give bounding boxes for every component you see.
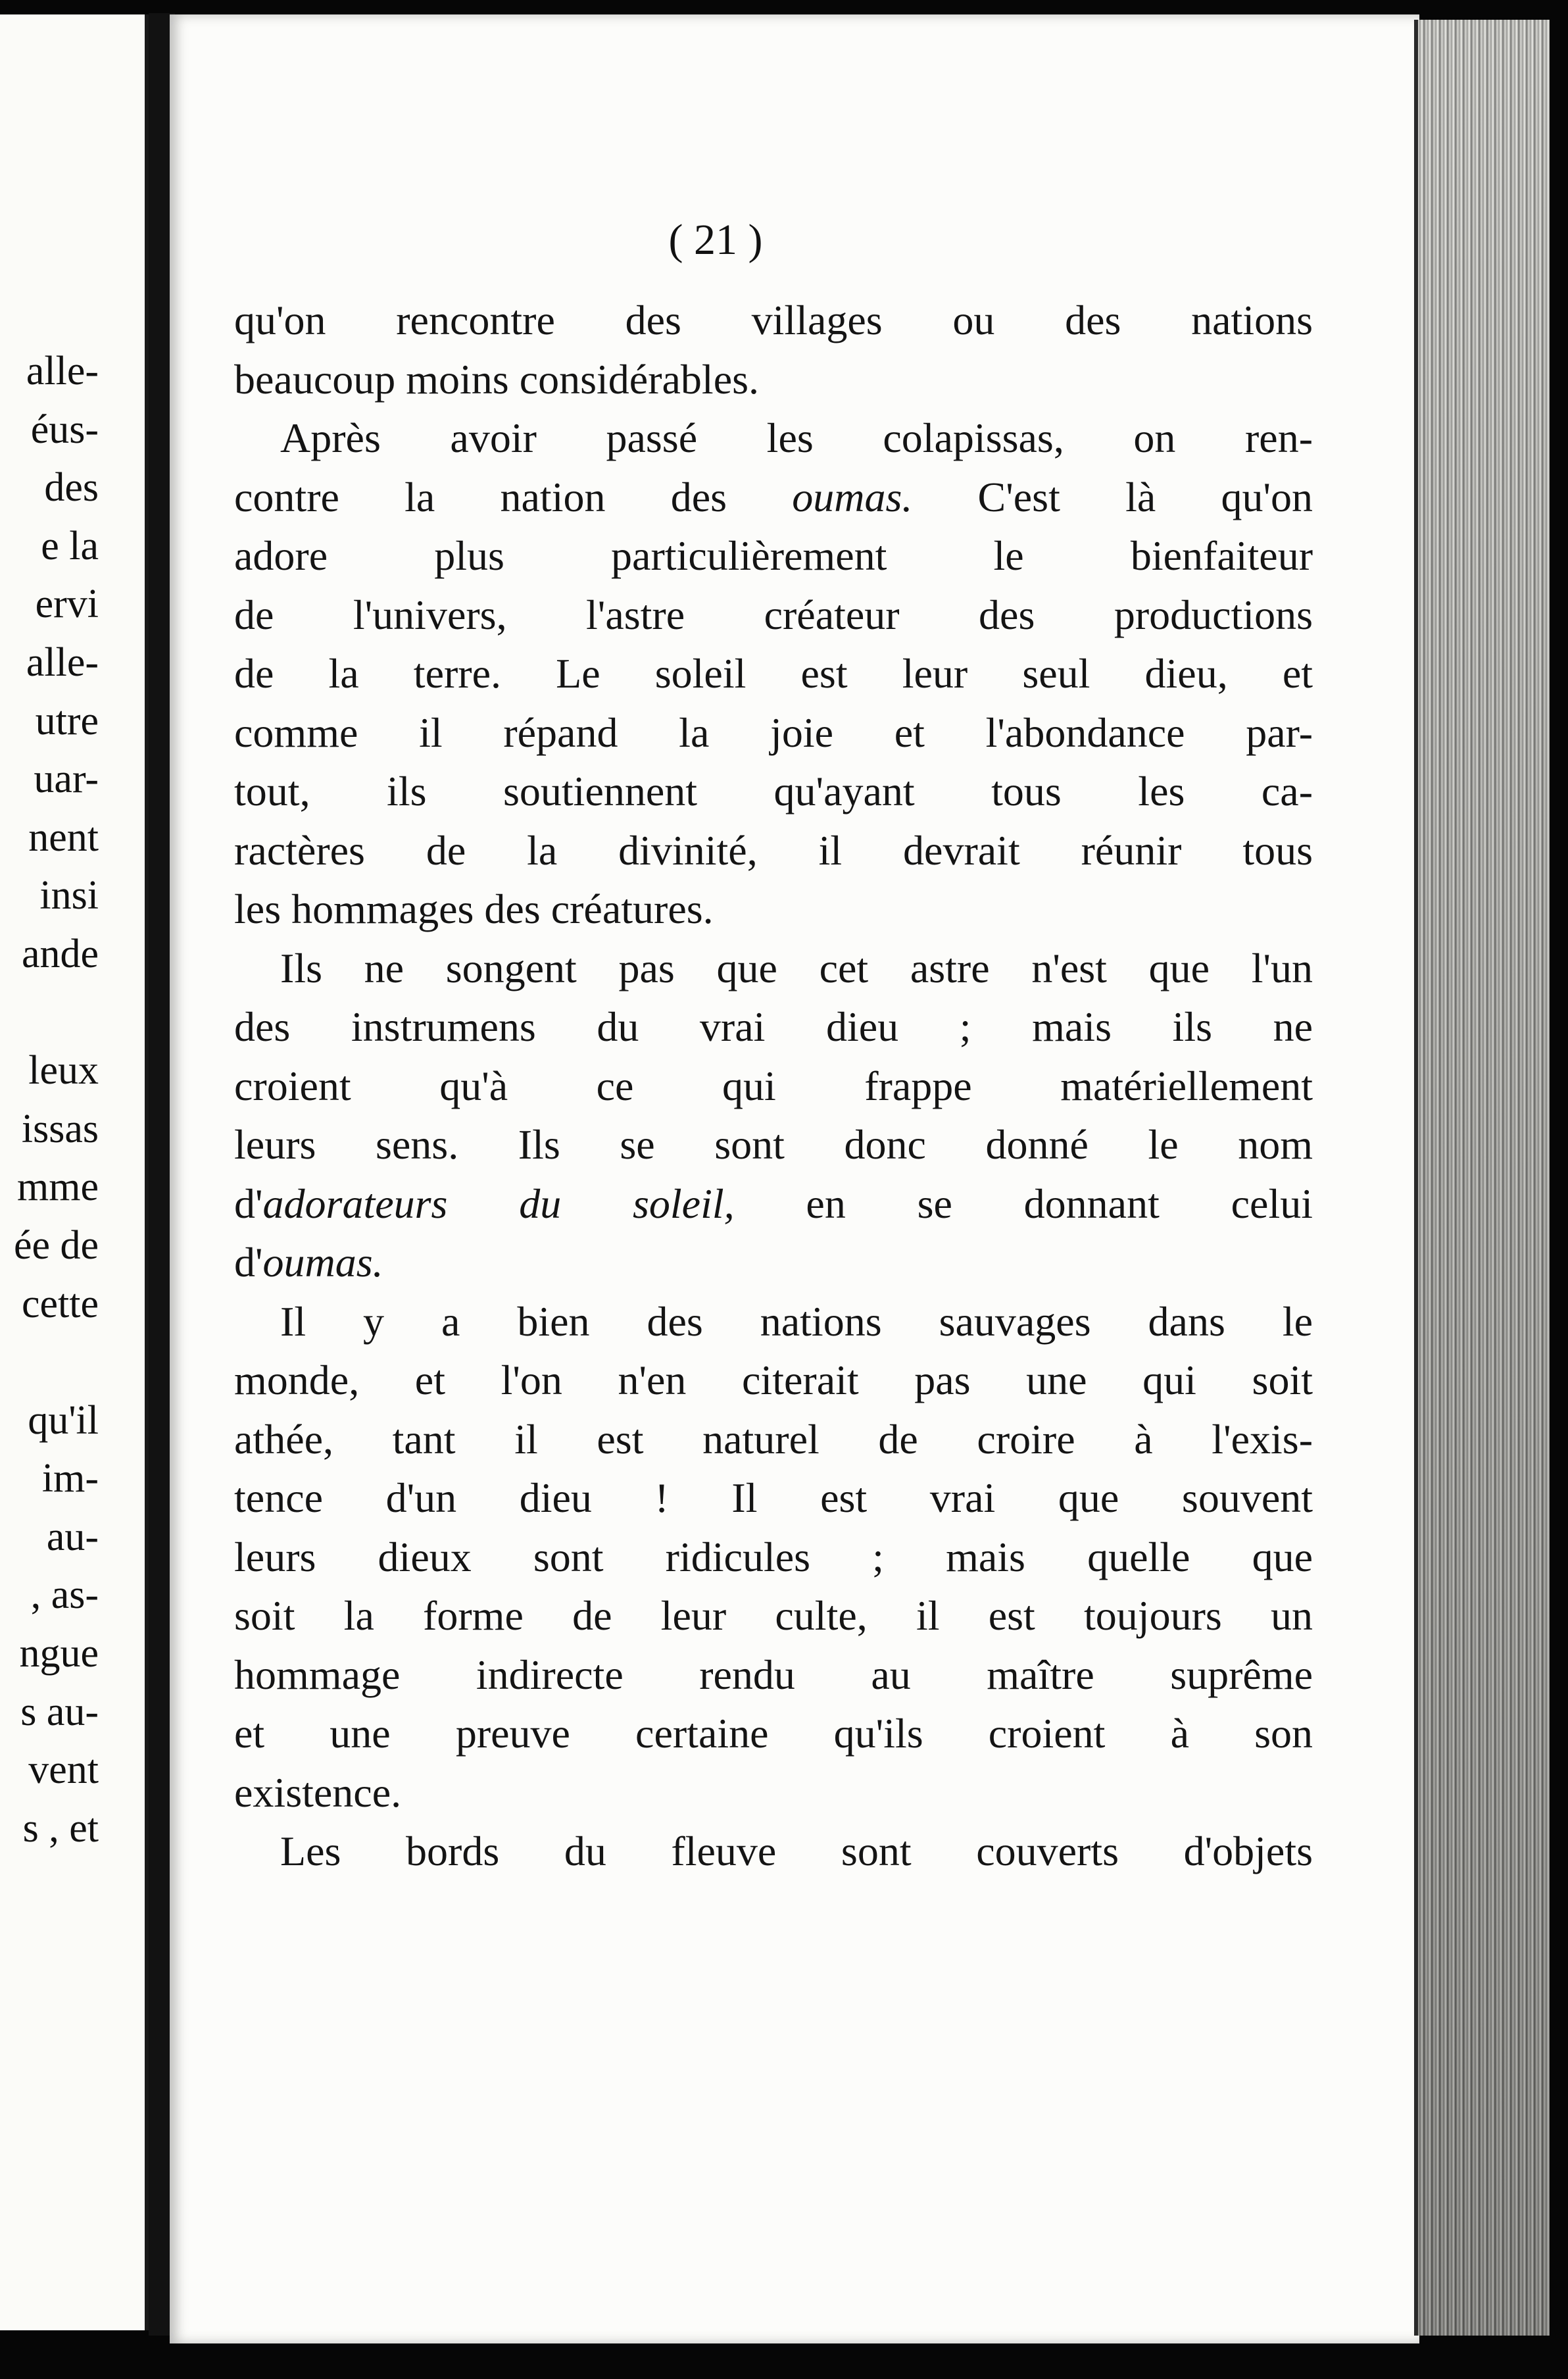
previous-page [0, 14, 149, 2330]
text-line: leurs sens. Ils se sont donc donné le nom [234, 1121, 1313, 1168]
text-line: de la terre. Le soleil est leur seul dieu, et [234, 650, 1313, 697]
text-line: tout, ils soutiennent qu'ayant tous les ca- [234, 768, 1313, 814]
page-body-text [234, 291, 1313, 1881]
previous-page-line: mme [17, 1164, 99, 1210]
text-line: ractères de la divinité, il devrait réunir tous [234, 826, 1313, 874]
text-line: Il y a bien des nations sauvages dans le [280, 1297, 1313, 1345]
previous-page-line: uar- [34, 757, 99, 802]
previous-page-line: qu'il [28, 1397, 99, 1443]
previous-page-line: ande [21, 931, 99, 976]
previous-page-line: issas [21, 1106, 99, 1151]
text-line: Après avoir passé les colapissas, on ren- [280, 414, 1313, 461]
text-line: d'adorateurs du soleil, en se donnant celui [234, 1180, 1313, 1227]
text-line: comme il répand la joie et l'abondance par- [234, 709, 1313, 756]
text-line: Ils ne songent pas que cet astre n'est que l'un [280, 944, 1313, 991]
previous-page-line: au- [46, 1514, 99, 1559]
text-line: qu'on rencontre des villages ou des nations [234, 297, 1313, 343]
previous-page-line: cette [21, 1281, 99, 1326]
previous-page-line: éus- [30, 407, 99, 452]
previous-page-line: insi [39, 873, 99, 918]
page-number: ( 21 ) [668, 216, 763, 264]
text-line: athée, tant il est naturel de croire à l'exis- [234, 1415, 1313, 1463]
text-line: Les bords du fleuve sont couverts d'objets [280, 1828, 1313, 1874]
text-line: leurs dieux sont ridicules ; mais quelle que [234, 1533, 1313, 1580]
previous-page-line: s au- [20, 1689, 99, 1734]
previous-page-line: vent [28, 1747, 99, 1793]
text-line: de l'univers, l'astre créateur des productions [234, 591, 1313, 638]
previous-page-line: e la [41, 523, 99, 568]
text-line: les hommages des créatures. [234, 886, 714, 932]
text-line: croient qu'à ce qui frappe matériellement [234, 1062, 1313, 1109]
text-line: hommage indirecte rendu au maître suprême [234, 1651, 1313, 1698]
text-line: beaucoup moins considérables. [234, 355, 759, 403]
previous-page-line: ervi [35, 582, 99, 627]
text-line: contre la nation des oumas. C'est là qu'on [234, 473, 1313, 520]
previous-page-line [0, 984, 99, 1042]
text-line: soit la forme de leur culte, il est toujours un [234, 1592, 1313, 1639]
previous-page-line: , as- [30, 1572, 99, 1618]
previous-page-line: alle- [26, 639, 99, 685]
text-line: d'oumas. [234, 1239, 383, 1286]
previous-page-line: leux [28, 1048, 99, 1093]
current-page [170, 14, 1419, 2343]
previous-page-line [0, 1333, 99, 1391]
previous-page-text [0, 342, 99, 1857]
previous-page-line: des [44, 465, 99, 511]
previous-page-line: ngue [19, 1631, 99, 1676]
previous-page-line: im- [41, 1456, 99, 1501]
previous-page-line: ée de [13, 1222, 99, 1268]
text-line: tence d'un dieu ! Il est vrai que souvent [234, 1474, 1313, 1521]
text-line: monde, et l'on n'en citerait pas une qui soit [234, 1357, 1313, 1403]
text-line: adore plus particulièrement le bienfaiteur [234, 532, 1313, 579]
text-line: existence. [234, 1768, 402, 1816]
text-line: et une preuve certaine qu'ils croient à son [234, 1710, 1313, 1757]
previous-page-line: alle- [26, 349, 99, 393]
book-fore-edge [1414, 20, 1550, 2336]
previous-page-line: utre [35, 698, 99, 743]
previous-page-line: s , et [22, 1805, 99, 1851]
previous-page-line: nent [28, 814, 99, 860]
text-line: des instrumens du vrai dieu ; mais ils ne [234, 1003, 1313, 1050]
